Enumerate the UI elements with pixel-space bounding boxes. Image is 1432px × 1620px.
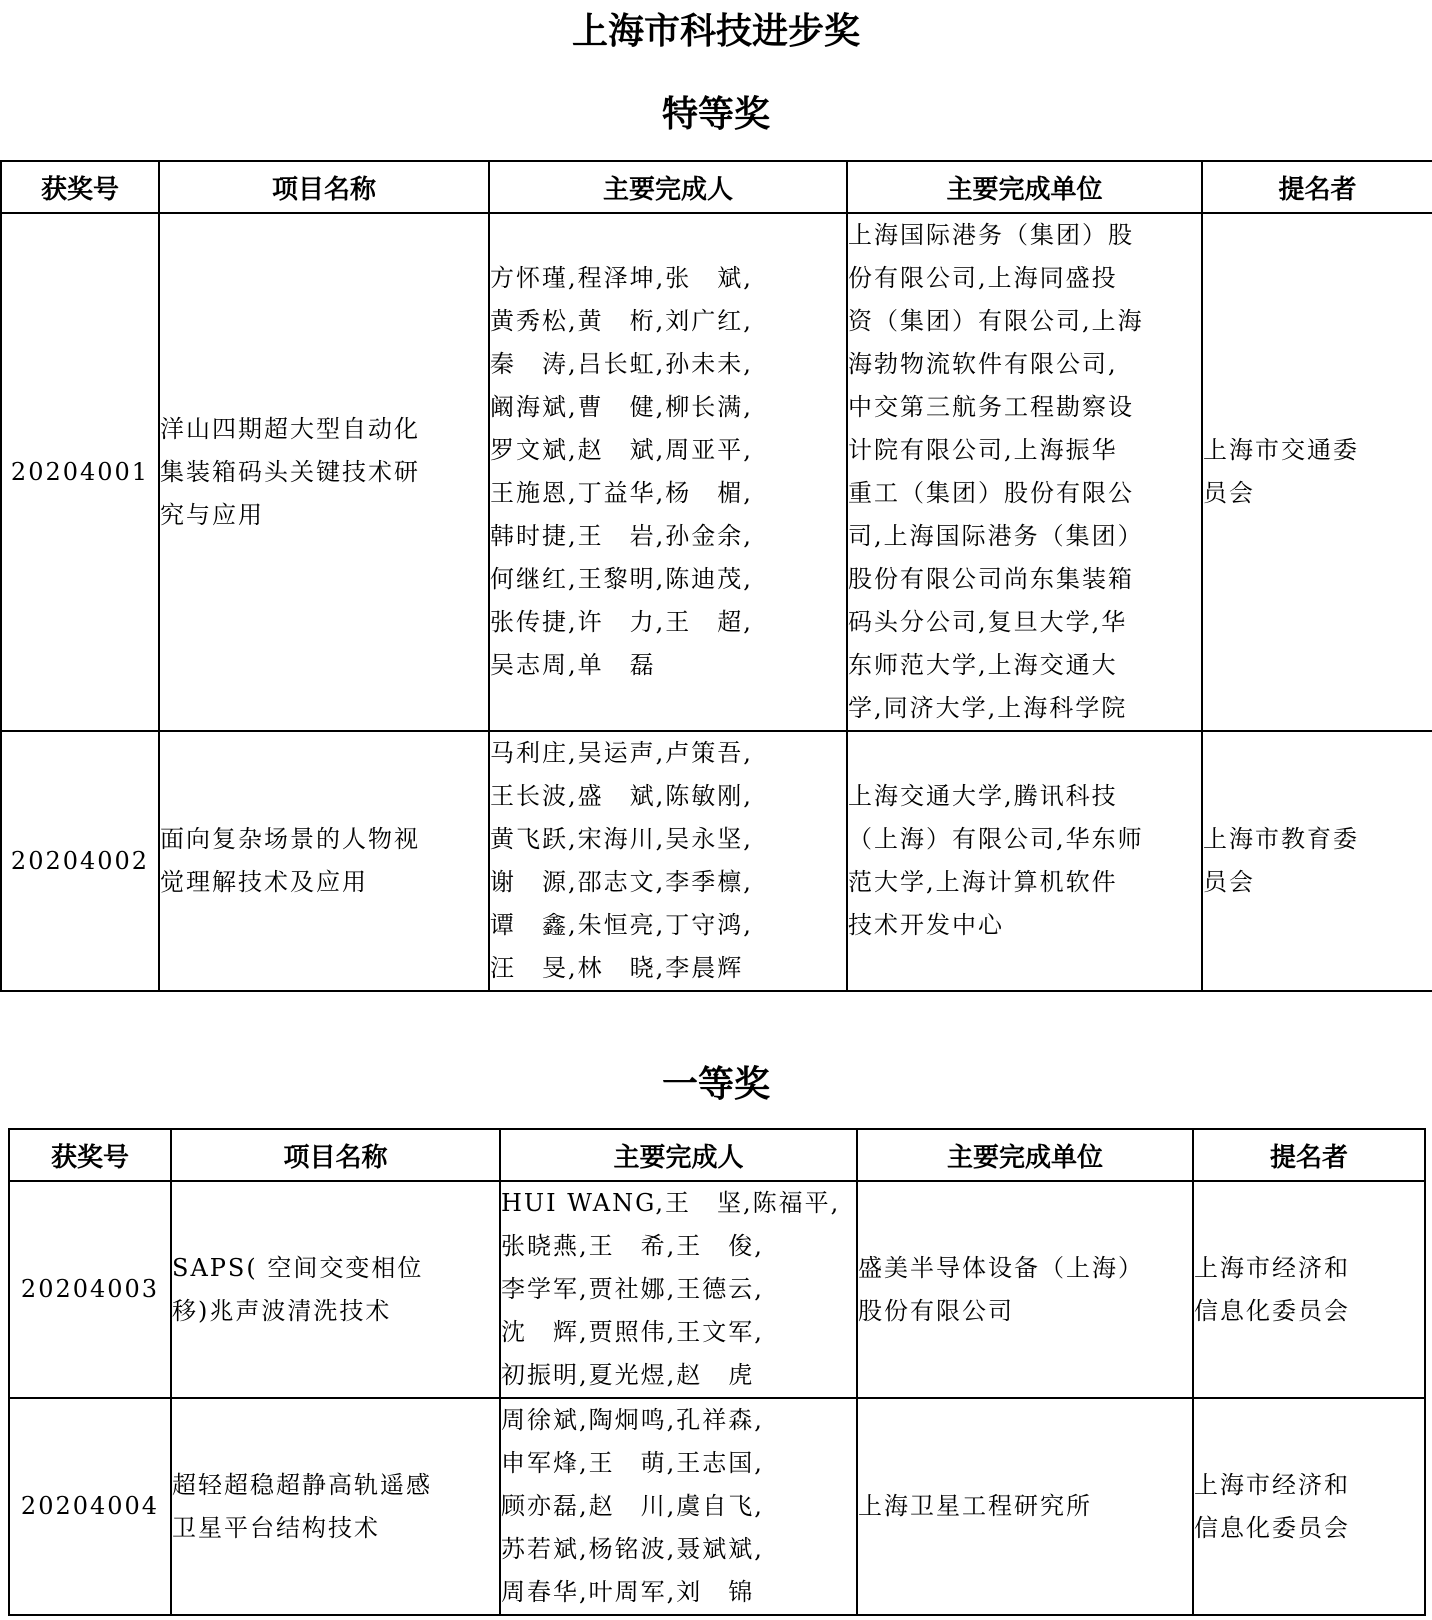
table-body-special	[1, 213, 1432, 991]
cell-text-line: 黄飞跃,宋海川,吴永坚,	[490, 825, 753, 853]
cell-text-line: 移)兆声波清洗技术	[172, 1296, 392, 1325]
cell-text-line: 学,同济大学,上海科学院	[848, 694, 1128, 722]
cell-text-line: 王施恩,丁益华,杨 楣,	[490, 479, 753, 507]
cell-text-line: 上海市教育委	[1203, 825, 1359, 853]
table-row	[9, 1398, 1425, 1615]
cell-text-line: 股份有限公司尚东集装箱	[848, 565, 1134, 593]
units-cell	[857, 1181, 1193, 1398]
project-name-cell	[171, 1398, 500, 1615]
cell-text-line: 韩时捷,王 岩,孙金余,	[490, 522, 753, 550]
cell-text-line: 码头分公司,复旦大学,华	[848, 608, 1128, 636]
cell-text-line: 谢 源,邵志文,李季檩,	[490, 868, 753, 896]
cell-text-line: 吴志周,单 磊	[490, 651, 656, 679]
cell-text-line: 究与应用	[160, 500, 264, 529]
table-header-row	[9, 1129, 1425, 1181]
contributors-cell	[489, 213, 847, 731]
header-nominator: 提名者	[1193, 1129, 1425, 1181]
cell-text-line: 重工（集团）股份有限公	[848, 479, 1134, 507]
cell-text-line: 上海卫星工程研究所	[858, 1492, 1092, 1520]
cell-text-line: 周春华,叶周军,刘 锦	[501, 1578, 755, 1606]
header-project-name: 项目名称	[159, 161, 489, 213]
cell-text-line: 信息化委员会	[1194, 1513, 1350, 1542]
header-main-units: 主要完成单位	[847, 161, 1202, 213]
units-cell	[847, 213, 1202, 731]
header-main-units: 主要完成单位	[857, 1129, 1193, 1181]
contributors-cell	[489, 731, 847, 991]
contributors-cell	[500, 1398, 857, 1615]
cell-text-line: 上海市经济和	[1194, 1253, 1350, 1282]
cell-text-line: 王长波,盛 斌,陈敏刚,	[490, 782, 753, 810]
cell-text-line: 海勃物流软件有限公司,	[848, 350, 1118, 378]
cell-text-line: 罗文斌,赵 斌,周亚平,	[490, 436, 753, 464]
document-title: 上海市科技进步奖	[571, 11, 860, 52]
cell-text-line: 信息化委员会	[1194, 1296, 1350, 1325]
nominator-cell	[1202, 731, 1432, 991]
cell-text-line: 东师范大学,上海交通大	[848, 651, 1118, 679]
cell-text-line: 张晓燕,王 希,王 俊,	[501, 1232, 764, 1260]
units-cell	[847, 731, 1202, 991]
cell-text-line: （上海）有限公司,华东师	[848, 825, 1144, 853]
cell-text-line: 阚海斌,曹 健,柳长满,	[490, 393, 753, 421]
award-id-cell: 20204002	[1, 731, 159, 991]
nominator-cell	[1202, 213, 1432, 731]
cell-text-line: 觉理解技术及应用	[160, 868, 368, 896]
cell-text-line: 初振明,夏光煜,赵 虎	[501, 1361, 755, 1389]
contributors-cell	[500, 1181, 857, 1398]
award-id-cell: 20204001	[1, 213, 159, 731]
cell-text-line: 上海市经济和	[1194, 1470, 1350, 1499]
cell-text-line: 员会	[1203, 868, 1255, 896]
section-heading-first: 一等奖	[661, 1064, 770, 1105]
cell-text-line: 资（集团）有限公司,上海	[848, 307, 1144, 335]
cell-text-line: 技术开发中心	[848, 911, 1004, 939]
cell-text-line: 顾亦磊,赵 川,虞自飞,	[501, 1492, 764, 1520]
cell-text-line: 范大学,上海计算机软件	[848, 868, 1118, 896]
header-nominator: 提名者	[1202, 161, 1432, 213]
award-table-first	[8, 1128, 1426, 1616]
header-award-id: 获奖号	[1, 161, 159, 213]
project-name-cell	[171, 1181, 500, 1398]
cell-text-line: 马利庄,吴运声,卢策吾,	[490, 739, 753, 767]
table-row	[9, 1181, 1425, 1398]
units-cell	[857, 1398, 1193, 1615]
cell-text-line: 沈 辉,贾照伟,王文军,	[501, 1318, 764, 1346]
cell-text-line: 面向复杂场景的人物视	[160, 825, 420, 853]
header-main-contributors: 主要完成人	[500, 1129, 857, 1181]
award-id-cell: 20204004	[9, 1398, 171, 1615]
project-name-cell	[159, 213, 489, 731]
cell-text-line: 周徐斌,陶炯鸣,孔祥森,	[501, 1406, 764, 1434]
header-main-contributors: 主要完成人	[489, 161, 847, 213]
cell-text-line: 司,上海国际港务（集团）	[848, 522, 1144, 550]
cell-text-line: 张传捷,许 力,王 超,	[490, 608, 753, 636]
project-name-cell	[159, 731, 489, 991]
cell-text-line: 卫星平台结构技术	[172, 1513, 380, 1542]
table-header-row	[1, 161, 1432, 213]
cell-text-line: 李学军,贾社娜,王德云,	[501, 1275, 764, 1303]
cell-text-line: 超轻超稳超静高轨遥感	[172, 1470, 432, 1499]
cell-text-line: 申军烽,王 萌,王志国,	[501, 1449, 764, 1477]
cell-text-line: 份有限公司,上海同盛投	[848, 264, 1118, 292]
cell-text-line: 方怀瑾,程泽坤,张 斌,	[490, 264, 753, 292]
cell-text-line: 黄秀松,黄 桁,刘广红,	[490, 307, 753, 335]
cell-text-line: 员会	[1203, 479, 1255, 507]
award-id-cell: 20204003	[9, 1181, 171, 1398]
cell-text-line: 中交第三航务工程勘察设	[848, 393, 1134, 421]
cell-text-line: 何继红,王黎明,陈迪茂,	[490, 565, 753, 593]
header-award-id: 获奖号	[9, 1129, 171, 1181]
section-heading-special: 特等奖	[661, 94, 770, 135]
header-project-name: 项目名称	[171, 1129, 500, 1181]
nominator-cell	[1193, 1398, 1425, 1615]
cell-text-line: 集装箱码头关键技术研	[160, 457, 420, 486]
cell-text-line: 上海交通大学,腾讯科技	[848, 782, 1118, 810]
cell-text-line: 上海国际港务（集团）股	[848, 221, 1134, 249]
cell-text-line: 上海市交通委	[1203, 436, 1359, 464]
table-row	[1, 213, 1432, 731]
cell-text-line: 股份有限公司	[858, 1296, 1014, 1325]
cell-text-line: SAPS( 空间交变相位	[172, 1253, 424, 1282]
cell-text-line: 计院有限公司,上海振华	[848, 436, 1118, 464]
cell-text-line: 汪 旻,林 晓,李晨辉	[490, 954, 744, 982]
cell-text-line: 盛美半导体设备（上海）	[858, 1253, 1144, 1282]
cell-text-line: 苏若斌,杨铭波,聂斌斌,	[501, 1535, 764, 1563]
table-row	[1, 731, 1432, 991]
table-body-first	[9, 1181, 1425, 1615]
cell-text-line: HUI WANG,王 坚,陈福平,	[501, 1189, 841, 1217]
cell-text-line: 秦 涛,吕长虹,孙未未,	[490, 350, 753, 378]
cell-text-line: 洋山四期超大型自动化	[160, 414, 420, 443]
nominator-cell	[1193, 1181, 1425, 1398]
cell-text-line: 谭 鑫,朱恒亮,丁守鸿,	[490, 911, 753, 939]
award-table-special	[0, 160, 1432, 992]
